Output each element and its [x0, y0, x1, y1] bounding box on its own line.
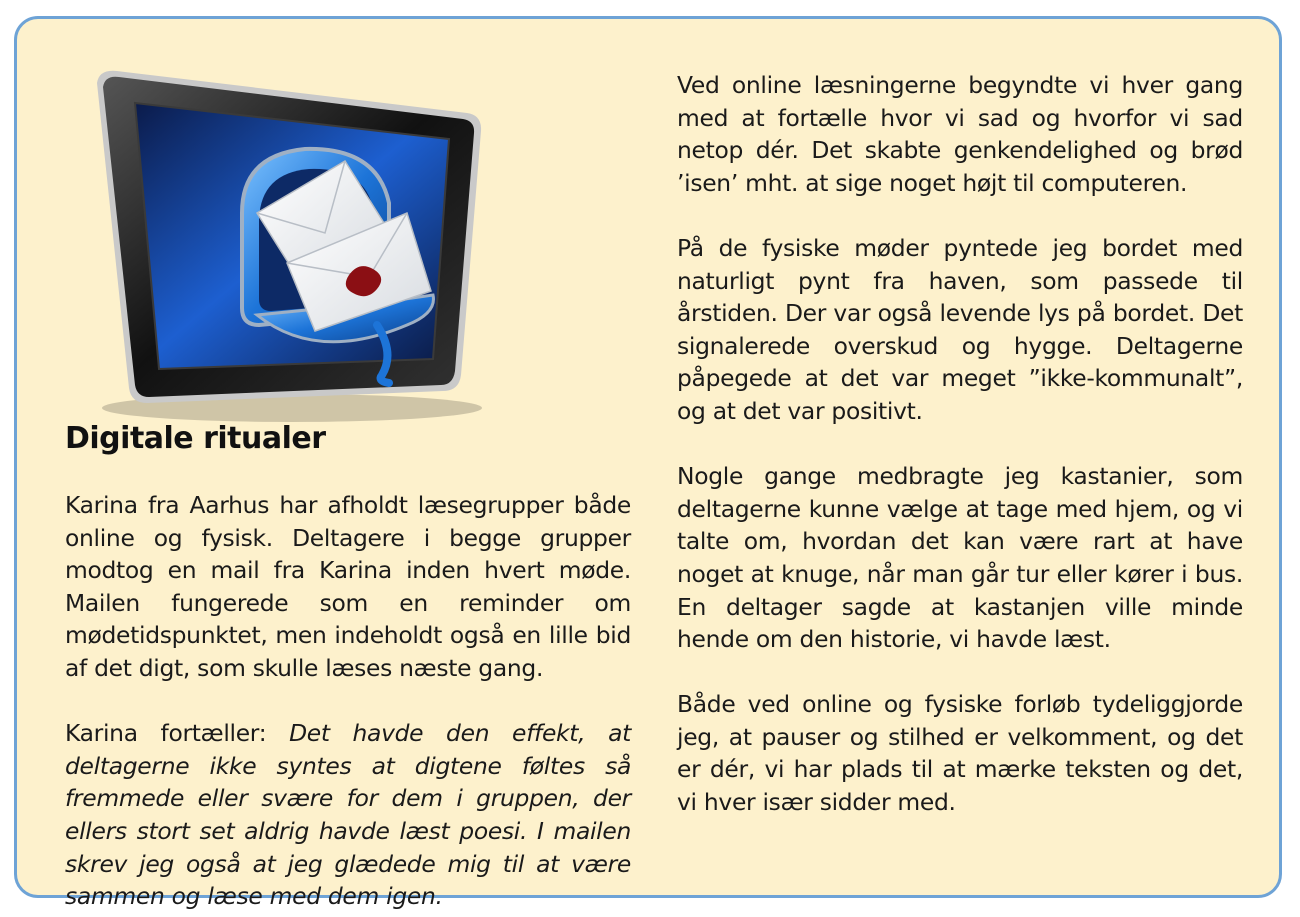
right-column [677, 69, 1243, 819]
paragraph-silence: Både ved online og fysiske forløb tydeliggjorde jeg, at pauser og stilhed er velkomment, og det er dér, vi har plads til at mærke teksten og det, vi hver især sidder med. [677, 690, 1243, 817]
quote-text: Det havde den effekt, at deltagerne ikke syntes at digtene føltes så fremmede eller svære for dem i gruppen, der ellers stort set aldrig havde læst poesi. I mailen skrev jeg også at jeg glædede mig til at være sammen og læse med dem igen. [65, 719, 631, 911]
quote-lead: Karina fortæller: [65, 719, 290, 748]
paragraph-physical: På de fysiske møder pyntede jeg bordet med naturligt pynt fra haven, som passede til årstiden. Der var også levende lys på bordet. Det signalerede overskud og hygge. Deltagerne påpegede at det var meget ”ikke-kommunalt”, og at det var positivt. [677, 233, 1243, 425]
quote-paragraph [65, 717, 631, 913]
left-column [65, 489, 631, 913]
intro-paragraph: Karina fra Aarhus har afholdt læsegrupper både online og fysisk. Deltagere i begge grupper modtog en mail fra Karina inden hvert møde. Mailen fungerede som en reminder om mødetidspunktet, men indeholdt også en lille bid af det digt, som skulle læses næste gang. [65, 491, 631, 682]
article-heading: Digitale ritualer [65, 421, 326, 456]
paragraph-online: Ved online læsningerne begyndte vi hver gang med at fortælle hvor vi sad og hvorfor vi sad netop dér. Det skabte genkendelighed og brød ’isen’ mht. at sige noget højt til computeren. [677, 71, 1243, 197]
info-card [14, 16, 1282, 911]
paragraph-chestnuts: Nogle gange medbragte jeg kastanier, som deltagerne kunne vælge at tage med hjem, og vi talte om, hvordan det kan være rart at have noget at knuge, når man går tur eller kører i bus. En deltager sagde at kastanjen ville minde hende om den historie, vi havde læst. [677, 462, 1243, 654]
tablet-mailbox-icon [77, 63, 497, 433]
